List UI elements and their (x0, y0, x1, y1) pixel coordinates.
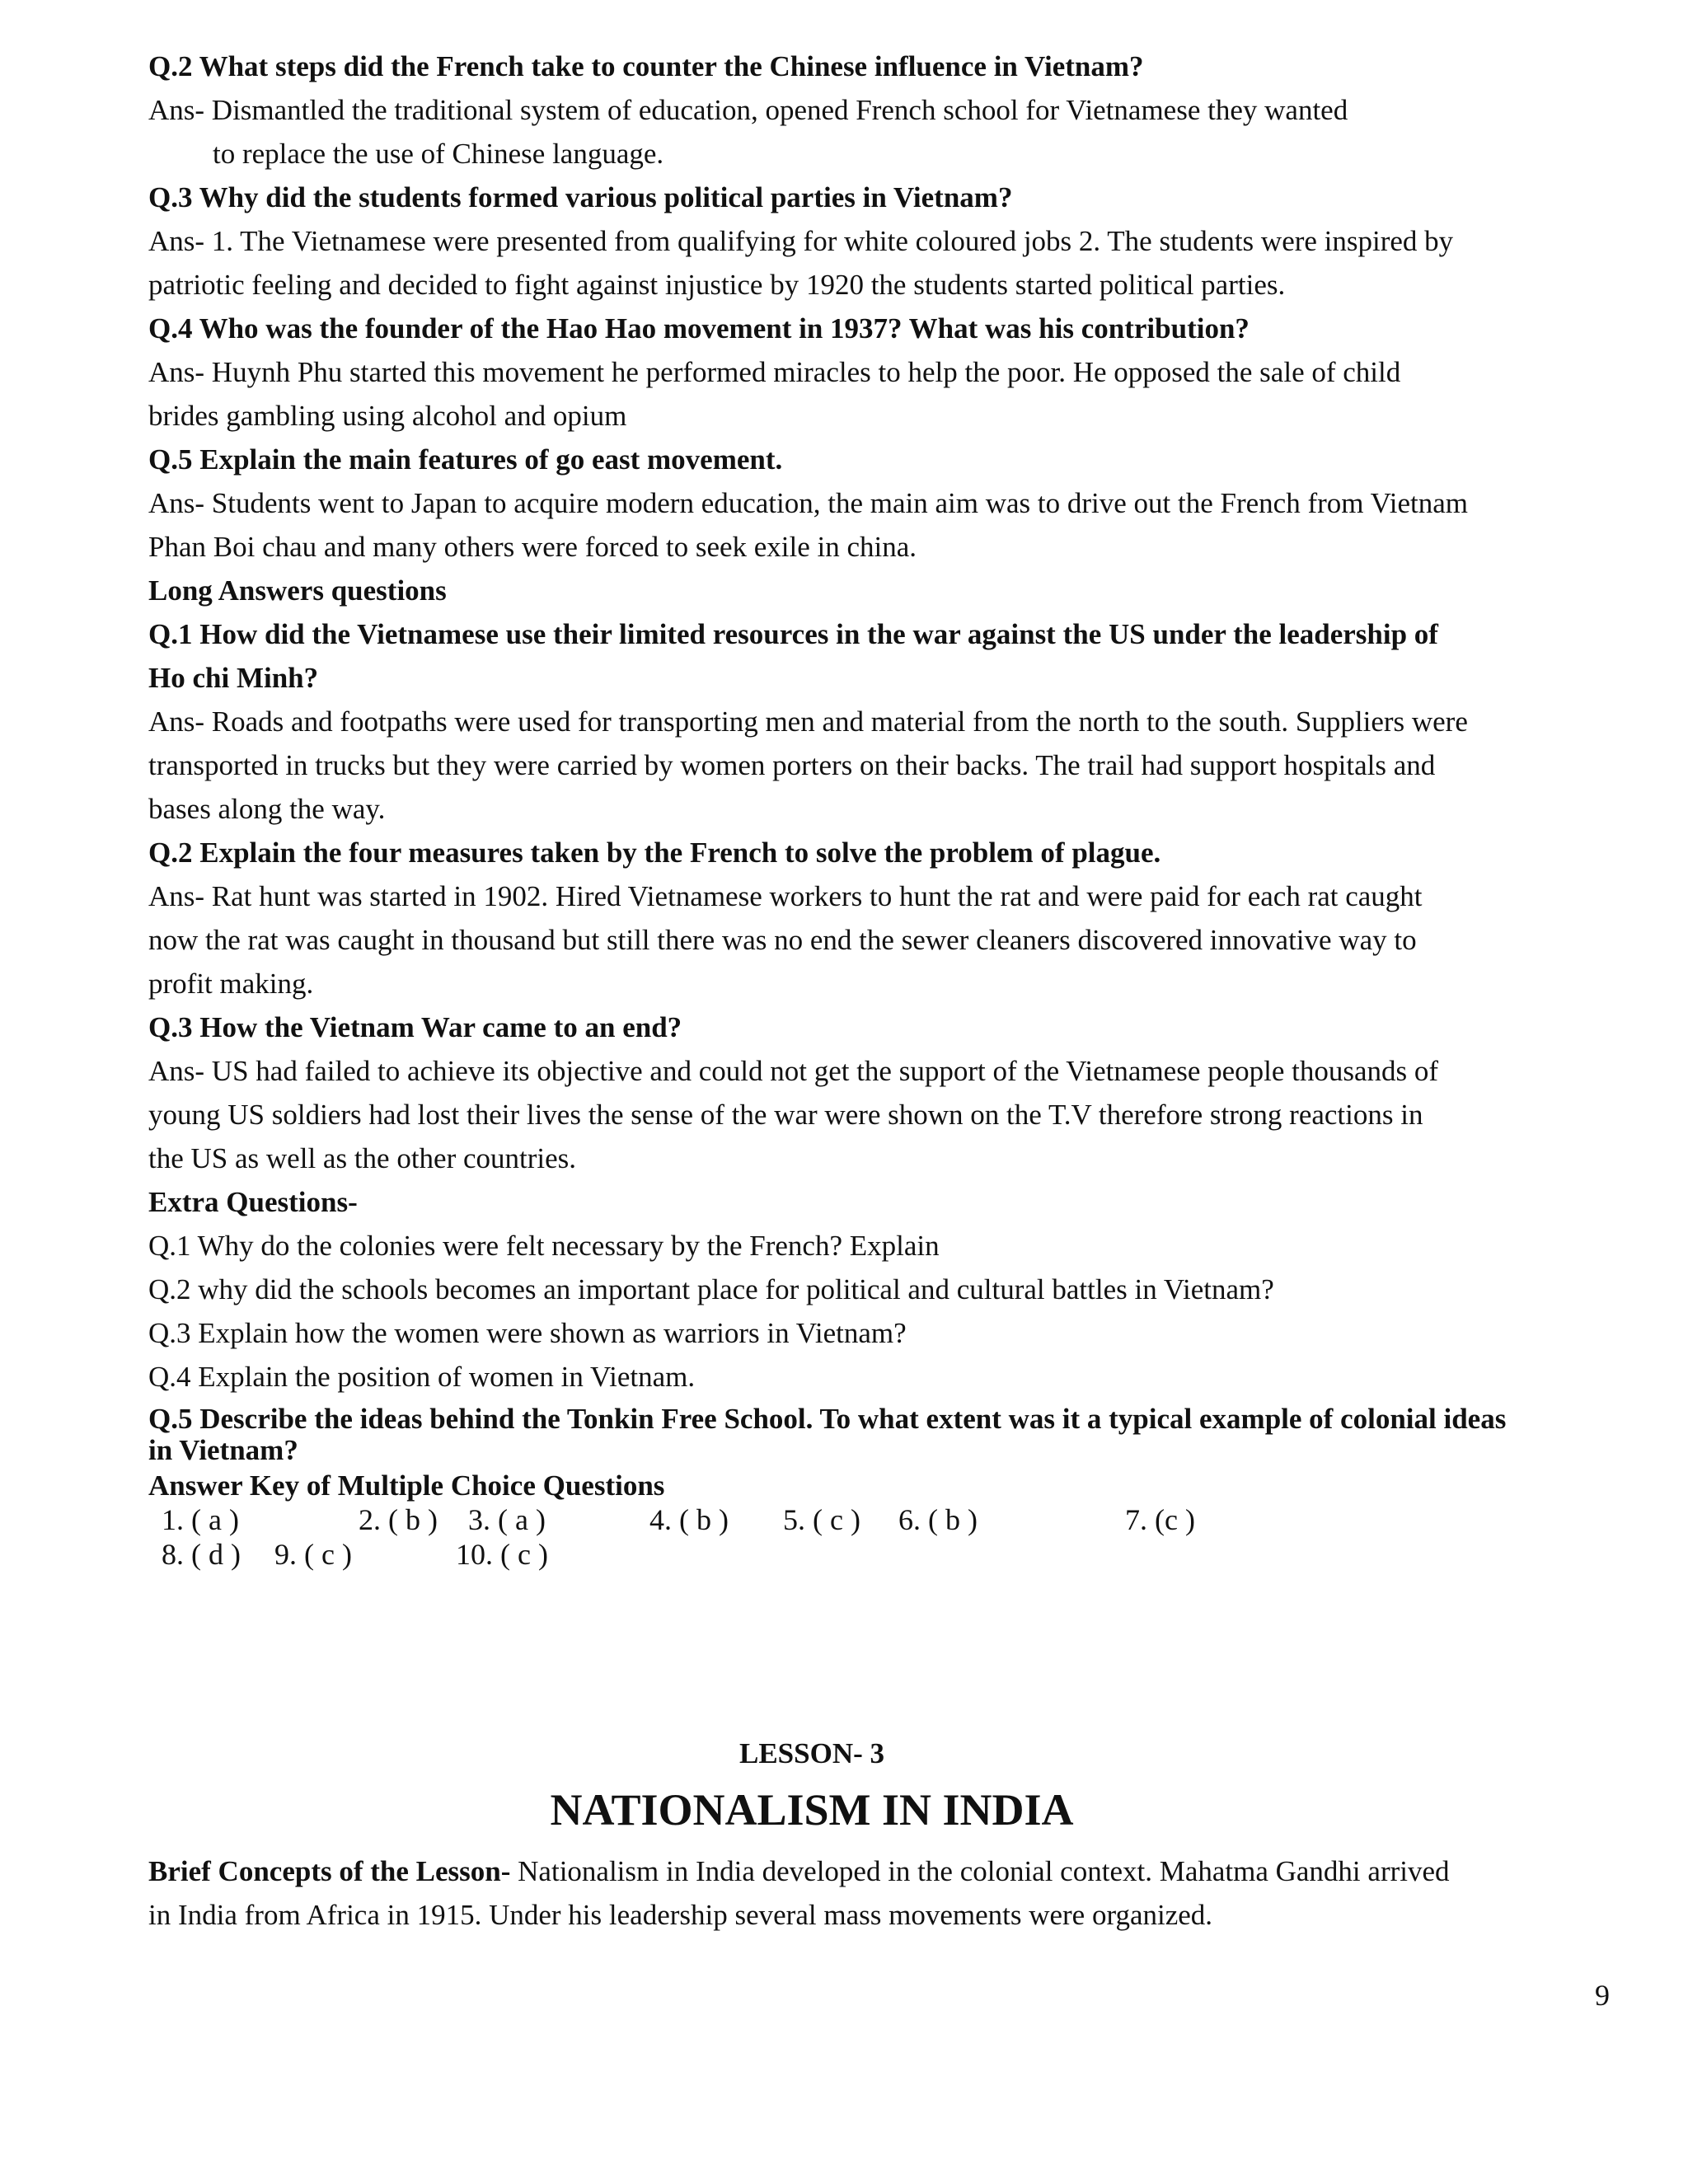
answer-key-item: 2. ( b ) (359, 1503, 438, 1536)
lesson-title: NATIONALISM IN INDIA (550, 1785, 1074, 1835)
answer-key-item: 5. ( c ) (783, 1503, 860, 1536)
extra-questions-heading: Extra Questions- (148, 1186, 358, 1218)
brief-concepts-line1 (148, 1854, 1450, 1890)
answer-key-item: 7. (c ) (1125, 1503, 1195, 1536)
brief-concepts-line2: in India from Africa in 1915. Under his leadership several mass movements were organized. (148, 1899, 1213, 1931)
long-answer-q1-line3: bases along the way. (148, 793, 386, 825)
answer-key-item: 3. ( a ) (468, 1503, 546, 1536)
long-answer-q2-line3: profit making. (148, 968, 314, 1000)
long-answer-q2-line1: Ans- Rat hunt was started in 1902. Hired Vietnamese workers to hunt the rat and were paid for each rat caught (148, 880, 1423, 912)
long-answer-q3-line1: Ans- US had failed to achieve its objective and could not get the support of the Vietnamese people thousands of (148, 1055, 1439, 1087)
answer-q5-line1: Ans- Students went to Japan to acquire modern education, the main aim was to drive out the French from Vietnam (148, 487, 1469, 519)
long-answer-q2-line2: now the rat was caught in thousand but still there was no end the sewer cleaners discovered innovative way to (148, 924, 1417, 956)
long-answers-heading: Long Answers questions (148, 574, 447, 607)
answer-key-item: 4. ( b ) (649, 1503, 729, 1536)
long-answer-q1-line1: Ans- Roads and footpaths were used for transporting men and material from the north to the south. Suppliers were (148, 705, 1468, 738)
long-question-q1-line1: Q.1 How did the Vietnamese use their limited resources in the war against the US under the leadership of (148, 618, 1438, 650)
question-q2: Q.2 What steps did the French take to counter the Chinese influence in Vietnam? (148, 50, 1144, 82)
answer-q3-line2: patriotic feeling and decided to fight against injustice by 1920 the students started political parties. (148, 269, 1286, 301)
question-q4: Q.4 Who was the founder of the Hao Hao movement in 1937? What was his contribution? (148, 312, 1250, 344)
answer-key-item: 1. ( a ) (162, 1503, 239, 1536)
answer-q3-line1: Ans- 1. The Vietnamese were presented from qualifying for white coloured jobs 2. The students were inspired by (148, 225, 1454, 257)
long-answer-q3-line3: the US as well as the other countries. (148, 1142, 577, 1174)
lesson-label: LESSON- 3 (738, 1737, 885, 1769)
extra-question-3: Q.3 Explain how the women were shown as warriors in Vietnam? (148, 1317, 907, 1349)
answer-key-heading: Answer Key of Multiple Choice Questions (148, 1469, 665, 1502)
extra-question-5-line1: Q.5 Describe the ideas behind the Tonkin Free School. To what extent was it a typical example of colonial ideas (148, 1403, 1507, 1435)
answer-q5-line2: Phan Boi chau and many others were forced to seek exile in china. (148, 531, 917, 563)
question-q5: Q.5 Explain the main features of go east movement. (148, 443, 783, 476)
answer-key-item: 10. ( c ) (456, 1538, 548, 1571)
extra-question-1: Q.1 Why do the colonies were felt necessary by the French? Explain (148, 1230, 940, 1262)
answer-q4-line2: brides gambling using alcohol and opium (148, 400, 627, 432)
brief-concepts-label: Brief Concepts of the Lesson- (148, 1855, 511, 1887)
long-question-q3: Q.3 How the Vietnam War came to an end? (148, 1011, 682, 1043)
answer-q2-line2: to replace the use of Chinese language. (213, 138, 664, 170)
answer-q2-line1: Ans- Dismantled the traditional system of education, opened French school for Vietnamese they wanted (148, 94, 1348, 126)
answer-key-item: 9. ( c ) (274, 1538, 352, 1571)
question-q3: Q.3 Why did the students formed various political parties in Vietnam? (148, 181, 1013, 213)
long-answer-q3-line2: young US soldiers had lost their lives the sense of the war were shown on the T.V therefore strong reactions in (148, 1099, 1423, 1131)
long-question-q2: Q.2 Explain the four measures taken by the French to solve the problem of plague. (148, 837, 1161, 869)
answer-key-item: 6. ( b ) (898, 1503, 978, 1536)
page-number: 9 (1595, 1979, 1610, 2012)
brief-concepts-text: Nationalism in India developed in the colonial context. Mahatma Gandhi arrived (510, 1855, 1450, 1887)
extra-question-2: Q.2 why did the schools becomes an important place for political and cultural battles in Vietnam? (148, 1273, 1274, 1305)
answer-key-item: 8. ( d ) (162, 1538, 241, 1571)
long-question-q1-line2: Ho chi Minh? (148, 662, 319, 694)
answer-q4-line1: Ans- Huynh Phu started this movement he performed miracles to help the poor. He opposed the sale of child (148, 356, 1401, 388)
extra-question-5-line2: in Vietnam? (148, 1434, 298, 1466)
extra-question-4: Q.4 Explain the position of women in Vietnam. (148, 1361, 696, 1393)
long-answer-q1-line2: transported in trucks but they were carried by women porters on their backs. The trail had support hospitals and (148, 749, 1436, 781)
